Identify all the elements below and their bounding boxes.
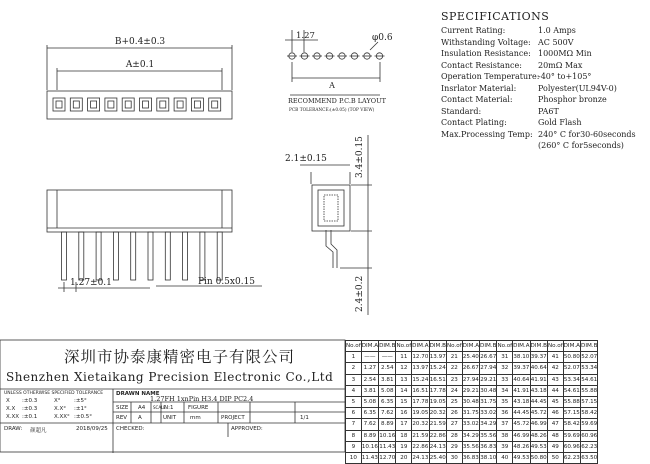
table-cell: 29 bbox=[446, 441, 462, 452]
table-cell: 13.97 bbox=[412, 363, 429, 374]
drawn-name: 1.27FH 1xnPin H3.4 DIP PC2.4 bbox=[150, 395, 254, 403]
dim-a-label: A±0.1 bbox=[125, 60, 155, 70]
dim-b-label: B+0.4±0.3 bbox=[114, 37, 166, 47]
tolerance-cell: X.XX° bbox=[54, 414, 70, 420]
project-label: PROJECT bbox=[221, 415, 245, 421]
table-cell: 43 bbox=[547, 374, 563, 385]
spec-label: Insulation Resistance: bbox=[441, 49, 531, 58]
table-header-cell: No.of bbox=[446, 341, 462, 352]
table-cell: 48.26 bbox=[513, 441, 530, 452]
table-cell: 38.10 bbox=[513, 352, 530, 363]
table-header-cell: DIM.A bbox=[412, 341, 429, 352]
dim-side-h-label: 3.4±0.15 bbox=[355, 136, 365, 178]
table-cell: 53.34 bbox=[581, 363, 598, 374]
table-row bbox=[346, 385, 598, 396]
table-cell: 21.59 bbox=[429, 419, 446, 430]
table-cell: 31.75 bbox=[462, 408, 479, 419]
table-cell: 24.13 bbox=[429, 441, 446, 452]
table-cell: 8.89 bbox=[379, 419, 396, 430]
pin bbox=[165, 232, 170, 280]
contact-square bbox=[191, 98, 203, 111]
table-cell: 13 bbox=[396, 374, 412, 385]
table-cell: 29.21 bbox=[462, 385, 479, 396]
table-cell: 50.80 bbox=[530, 452, 547, 463]
table-cell: 3.81 bbox=[361, 385, 378, 396]
table-cell: 17 bbox=[396, 419, 412, 430]
table-cell: 12.70 bbox=[379, 452, 396, 463]
table-cell: 25.40 bbox=[462, 352, 479, 363]
table-cell: 21.59 bbox=[412, 430, 429, 441]
contact-opening bbox=[56, 101, 62, 108]
table-cell: 60.96 bbox=[563, 441, 580, 452]
table-cell: 6.35 bbox=[361, 408, 378, 419]
table-cell: 10 bbox=[346, 452, 362, 463]
table-cell: 16 bbox=[396, 408, 412, 419]
rev-value: A bbox=[138, 415, 142, 421]
contact-square bbox=[70, 98, 82, 111]
contact-square bbox=[209, 98, 221, 111]
table-cell: 30 bbox=[446, 452, 462, 463]
table-cell: 27 bbox=[446, 419, 462, 430]
table-header-cell: No.of bbox=[547, 341, 563, 352]
table-cell: 6.35 bbox=[379, 396, 396, 407]
layout-title: RECOMMEND P.C.B LAYOUT bbox=[288, 97, 386, 105]
pin bbox=[131, 232, 136, 280]
tolerance-cell: X° bbox=[54, 398, 61, 404]
spec-label: Contact Plating: bbox=[441, 118, 507, 127]
table-cell: 47 bbox=[547, 419, 563, 430]
table-cell: 32 bbox=[497, 363, 513, 374]
approved-label: APPROVED: bbox=[231, 426, 263, 432]
table-cell: 54.61 bbox=[563, 385, 580, 396]
table-row bbox=[346, 352, 598, 363]
table-cell: 31.75 bbox=[480, 396, 497, 407]
table-cell: 13.97 bbox=[429, 352, 446, 363]
table-cell: 31 bbox=[497, 352, 513, 363]
table-cell: 41 bbox=[547, 352, 563, 363]
table-cell: 18 bbox=[396, 430, 412, 441]
table-header-cell: No.of bbox=[346, 341, 362, 352]
table-cell: 34.29 bbox=[480, 419, 497, 430]
table-cell: 19.05 bbox=[429, 396, 446, 407]
table-cell: 44 bbox=[547, 385, 563, 396]
table-cell: 50 bbox=[547, 452, 563, 463]
table-cell: 52.07 bbox=[563, 363, 580, 374]
table-cell: 7 bbox=[346, 419, 362, 430]
top-view-contacts bbox=[53, 98, 221, 111]
table-cell: 59.69 bbox=[563, 430, 580, 441]
drawn-name-label: DRAWN NAME bbox=[116, 391, 160, 397]
tolerance-cell: :±0.1 bbox=[22, 414, 38, 420]
table-cell: 17.78 bbox=[429, 385, 446, 396]
table-cell: 30.48 bbox=[480, 385, 497, 396]
unit-label: UNIT bbox=[163, 415, 177, 421]
layout-tolerance: PCB TOLERANCE:(±0.05) (TOP VIEW) bbox=[289, 108, 375, 113]
table-cell: 39.37 bbox=[530, 352, 547, 363]
table-cell: 5 bbox=[346, 396, 362, 407]
table-cell: 22.86 bbox=[429, 430, 446, 441]
table-row bbox=[346, 419, 598, 430]
table-row bbox=[346, 374, 598, 385]
table-cell: 16.51 bbox=[429, 374, 446, 385]
table-cell: 14 bbox=[396, 385, 412, 396]
table-cell: 2.54 bbox=[361, 374, 378, 385]
pcb-holes bbox=[287, 53, 385, 59]
spec-value: PA6T bbox=[538, 106, 559, 116]
front-view-body bbox=[47, 190, 232, 232]
table-cell: 33.02 bbox=[462, 419, 479, 430]
table-cell: 50.80 bbox=[563, 352, 580, 363]
pin bbox=[96, 232, 101, 280]
spec-value: Polyester(UL94V-0) bbox=[538, 83, 617, 93]
table-cell: 3 bbox=[346, 374, 362, 385]
tolerance-cell: :±1° bbox=[74, 406, 87, 412]
tolerance-cell: X.X bbox=[6, 406, 16, 412]
spec-value: 240° C for30-60seconds bbox=[538, 129, 636, 139]
table-cell: 41.91 bbox=[513, 385, 530, 396]
spec-label: Max.Processing Temp: bbox=[441, 129, 533, 139]
contact-opening bbox=[177, 101, 183, 108]
company-name-cn: 深圳市协泰康精密电子有限公司 bbox=[64, 348, 296, 366]
pin bbox=[148, 232, 153, 280]
table-header-row bbox=[346, 341, 598, 352]
table-cell: 44.45 bbox=[513, 408, 530, 419]
table-row bbox=[346, 430, 598, 441]
spec-label: Operation Temperature: bbox=[441, 72, 540, 81]
table-cell: 35 bbox=[497, 396, 513, 407]
spec-title: SPECIFICATIONS bbox=[441, 10, 550, 23]
spec-value: -40° to+105° bbox=[538, 72, 592, 81]
table-cell: 34.29 bbox=[462, 430, 479, 441]
table-cell: 40.64 bbox=[513, 374, 530, 385]
table-cell: 52.07 bbox=[581, 352, 598, 363]
table-cell: 24 bbox=[446, 385, 462, 396]
table-cell: 2 bbox=[346, 363, 362, 374]
table-row bbox=[346, 396, 598, 407]
table-cell: 11.43 bbox=[379, 441, 396, 452]
dim-pitch-top-label: 1.27 bbox=[296, 31, 315, 41]
table-cell: 15.24 bbox=[412, 374, 429, 385]
spec-value: Gold Flash bbox=[538, 118, 582, 127]
table-row bbox=[346, 441, 598, 452]
company-name-en: Shenzhen Xietaikang Precision Electronic Co.,Ltd bbox=[6, 370, 334, 384]
table-cell: 2.54 bbox=[379, 363, 396, 374]
table-cell: 12 bbox=[396, 363, 412, 374]
dimension-table bbox=[345, 340, 598, 464]
table-header-cell: DIM.B bbox=[530, 341, 547, 352]
pin bbox=[62, 232, 67, 280]
spec-label: Standard: bbox=[441, 106, 482, 116]
table-cell: 5.08 bbox=[361, 396, 378, 407]
table-cell: 26 bbox=[446, 408, 462, 419]
table-cell: 34 bbox=[497, 385, 513, 396]
table-cell: 53.34 bbox=[563, 374, 580, 385]
table-cell: 23 bbox=[446, 374, 462, 385]
spec-value: AC 500V bbox=[538, 37, 574, 47]
table-cell: 12.70 bbox=[412, 352, 429, 363]
table-cell: 36 bbox=[497, 408, 513, 419]
spec-label: Insrlator Material: bbox=[441, 83, 517, 93]
table-cell: 21 bbox=[446, 352, 462, 363]
contact-opening bbox=[212, 101, 218, 108]
contact-opening bbox=[143, 101, 149, 108]
table-cell: 55.88 bbox=[563, 396, 580, 407]
pin bbox=[200, 232, 205, 280]
contact-square bbox=[88, 98, 100, 111]
spec-label: Contact Resistance: bbox=[441, 60, 522, 70]
size-label: SIZE bbox=[116, 405, 129, 411]
table-cell: 62.23 bbox=[563, 452, 580, 463]
table-cell: 27.94 bbox=[480, 363, 497, 374]
table-header-cell: No.of bbox=[396, 341, 412, 352]
dim-side-w-label: 2.1±0.15 bbox=[285, 154, 327, 164]
table-cell: 48 bbox=[547, 430, 563, 441]
tolerance-cell: X bbox=[6, 398, 10, 404]
dim-pitch-front-label: 1.27±0.1 bbox=[70, 278, 112, 288]
pin bbox=[79, 232, 84, 280]
table-cell: 15 bbox=[396, 396, 412, 407]
dim-hole-label: φ0.6 bbox=[372, 33, 393, 43]
table-cell: 26.67 bbox=[480, 352, 497, 363]
size-value: A4 bbox=[138, 405, 146, 411]
table-cell: 40 bbox=[497, 452, 513, 463]
table-cell: 27.94 bbox=[462, 374, 479, 385]
draw-date: 2018/09/25 bbox=[76, 426, 108, 432]
table-header-cell: No.of bbox=[497, 341, 513, 352]
table-cell: 58.42 bbox=[581, 408, 598, 419]
table-cell: 38 bbox=[497, 430, 513, 441]
contact-square bbox=[174, 98, 186, 111]
pin bbox=[113, 232, 118, 280]
table-cell: 33.02 bbox=[480, 408, 497, 419]
table-cell: 20.32 bbox=[429, 408, 446, 419]
table-header-cell: DIM.B bbox=[480, 341, 497, 352]
table-cell: 43.18 bbox=[513, 396, 530, 407]
contact-opening bbox=[194, 101, 200, 108]
scale-label: SCALE bbox=[153, 405, 166, 410]
table-cell: 19 bbox=[396, 441, 412, 452]
table-cell: 45 bbox=[547, 396, 563, 407]
table-cell: 11.43 bbox=[361, 452, 378, 463]
table-cell: 30.48 bbox=[462, 396, 479, 407]
table-header-cell: DIM.A bbox=[563, 341, 580, 352]
table-cell: 1 bbox=[346, 352, 362, 363]
spec-label: Contact Material: bbox=[441, 95, 513, 104]
table-cell: 48.26 bbox=[530, 430, 547, 441]
table-header-cell: DIM.B bbox=[429, 341, 446, 352]
table-cell: 42 bbox=[547, 363, 563, 374]
tolerance-cell: :±5° bbox=[74, 398, 87, 404]
table-cell: 8 bbox=[346, 430, 362, 441]
table-cell: 25 bbox=[446, 396, 462, 407]
table-cell: 55.88 bbox=[581, 385, 598, 396]
table-row bbox=[346, 363, 598, 374]
table-cell: 35.56 bbox=[480, 430, 497, 441]
table-cell: 19.05 bbox=[412, 408, 429, 419]
spec-value: Phosphor bronze bbox=[538, 95, 607, 104]
table-cell: 46.99 bbox=[530, 419, 547, 430]
contact-opening bbox=[73, 101, 79, 108]
table-cell: —— bbox=[379, 352, 396, 363]
table-cell: 40.64 bbox=[530, 363, 547, 374]
spec-value: 20mΩ Max bbox=[538, 60, 583, 70]
table-cell: 54.61 bbox=[581, 374, 598, 385]
table-row bbox=[346, 408, 598, 419]
table-cell: 49.53 bbox=[513, 452, 530, 463]
table-cell: 16.51 bbox=[412, 385, 429, 396]
table-cell: 29.21 bbox=[480, 374, 497, 385]
tolerance-header: UNLESS OTHERWISE SPECIFIED TOLERANCE bbox=[4, 391, 104, 396]
pin bbox=[217, 232, 222, 280]
table-cell: 25.40 bbox=[429, 452, 446, 463]
draw-name: 颜超凡 bbox=[30, 428, 47, 434]
draw-label: DRAW: bbox=[4, 426, 23, 432]
table-cell: 10.16 bbox=[361, 441, 378, 452]
contact-opening bbox=[91, 101, 97, 108]
table-cell: 17.78 bbox=[412, 396, 429, 407]
table-header-cell: DIM.A bbox=[361, 341, 378, 352]
table-cell: 60.96 bbox=[581, 430, 598, 441]
table-header-cell: DIM.B bbox=[379, 341, 396, 352]
table-cell: 57.15 bbox=[563, 408, 580, 419]
table-cell: 43.18 bbox=[530, 385, 547, 396]
table-cell: 63.50 bbox=[581, 452, 598, 463]
dim-pin-label: Pin 0.5x0.15 bbox=[198, 277, 256, 287]
table-cell: 49 bbox=[547, 441, 563, 452]
tolerance-cell: X.XX bbox=[6, 414, 20, 420]
table-cell: 35.56 bbox=[462, 441, 479, 452]
table-cell: 6 bbox=[346, 408, 362, 419]
table-cell: 15.24 bbox=[429, 363, 446, 374]
contact-opening bbox=[125, 101, 131, 108]
contact-square bbox=[53, 98, 65, 111]
table-cell: 33 bbox=[497, 374, 513, 385]
table-cell: 62.23 bbox=[581, 441, 598, 452]
dim-a-layout-label: A bbox=[329, 81, 335, 90]
spec-value: 1000MΩ Min bbox=[538, 49, 592, 58]
spec-label: Withstanding Voltage: bbox=[441, 37, 531, 47]
table-cell: 9 bbox=[346, 441, 362, 452]
table-cell: 20.32 bbox=[412, 419, 429, 430]
table-cell: 5.08 bbox=[379, 385, 396, 396]
table-cell: 39.37 bbox=[513, 363, 530, 374]
table-cell: 58.42 bbox=[563, 419, 580, 430]
table-cell: 4 bbox=[346, 385, 362, 396]
contact-square bbox=[122, 98, 134, 111]
table-row bbox=[346, 452, 598, 463]
table-cell: 22.86 bbox=[412, 441, 429, 452]
table-cell: 46.99 bbox=[513, 430, 530, 441]
unit-value: mm bbox=[190, 415, 201, 421]
table-cell: 36.83 bbox=[462, 452, 479, 463]
table-cell: 57.15 bbox=[581, 396, 598, 407]
contact-square bbox=[140, 98, 152, 111]
spec-value: 1.0 Amps bbox=[538, 26, 576, 35]
table-cell: 8.89 bbox=[361, 430, 378, 441]
top-view bbox=[47, 45, 232, 119]
table-header-cell: DIM.A bbox=[513, 341, 530, 352]
contact-square bbox=[105, 98, 117, 111]
table-cell: 39 bbox=[497, 441, 513, 452]
table-cell: 38.10 bbox=[480, 452, 497, 463]
tolerance-cell: :±0.3 bbox=[22, 406, 38, 412]
dim-pin-len-label: 2.4±0.2 bbox=[355, 275, 365, 312]
page-number: 1/1 bbox=[300, 415, 309, 421]
table-cell: 10.16 bbox=[379, 430, 396, 441]
tolerance-cell: X.X° bbox=[54, 406, 67, 412]
contact-opening bbox=[108, 101, 114, 108]
table-cell: 3.81 bbox=[379, 374, 396, 385]
table-cell: 7.62 bbox=[361, 419, 378, 430]
checked-label: CHECKED: bbox=[116, 426, 145, 432]
table-cell: 1.27 bbox=[361, 363, 378, 374]
table-cell: 41.91 bbox=[530, 374, 547, 385]
table-cell: 37 bbox=[497, 419, 513, 430]
table-cell: 44.45 bbox=[530, 396, 547, 407]
contact-opening bbox=[160, 101, 166, 108]
table-cell: 24.13 bbox=[412, 452, 429, 463]
table-cell: 46 bbox=[547, 408, 563, 419]
tolerance-cell: :±0.5° bbox=[74, 414, 92, 420]
table-cell: —— bbox=[361, 352, 378, 363]
table-cell: 7.62 bbox=[379, 408, 396, 419]
table-header-cell: DIM.B bbox=[581, 341, 598, 352]
table-cell: 26.67 bbox=[462, 363, 479, 374]
table-cell: 49.53 bbox=[530, 441, 547, 452]
rev-label: REV bbox=[116, 415, 128, 421]
spec-label: Current Rating: bbox=[441, 26, 506, 35]
table-cell: 59.69 bbox=[581, 419, 598, 430]
table-header-cell: DIM.A bbox=[462, 341, 479, 352]
table-cell: 28 bbox=[446, 430, 462, 441]
table-cell: 45.72 bbox=[530, 408, 547, 419]
front-view-pins bbox=[62, 232, 223, 280]
table-cell: 20 bbox=[396, 452, 412, 463]
table-cell: 22 bbox=[446, 363, 462, 374]
table-cell: 11 bbox=[396, 352, 412, 363]
figure-label: FIGURE bbox=[188, 405, 209, 411]
contact-square bbox=[157, 98, 169, 111]
table-cell: 36.83 bbox=[480, 441, 497, 452]
table-cell: 45.72 bbox=[513, 419, 530, 430]
tolerance-cell: :±0.3 bbox=[22, 398, 38, 404]
spec-extra: (260° C for5seconds) bbox=[538, 141, 624, 150]
pin bbox=[183, 232, 188, 280]
scale-value: N:1 bbox=[164, 405, 174, 411]
